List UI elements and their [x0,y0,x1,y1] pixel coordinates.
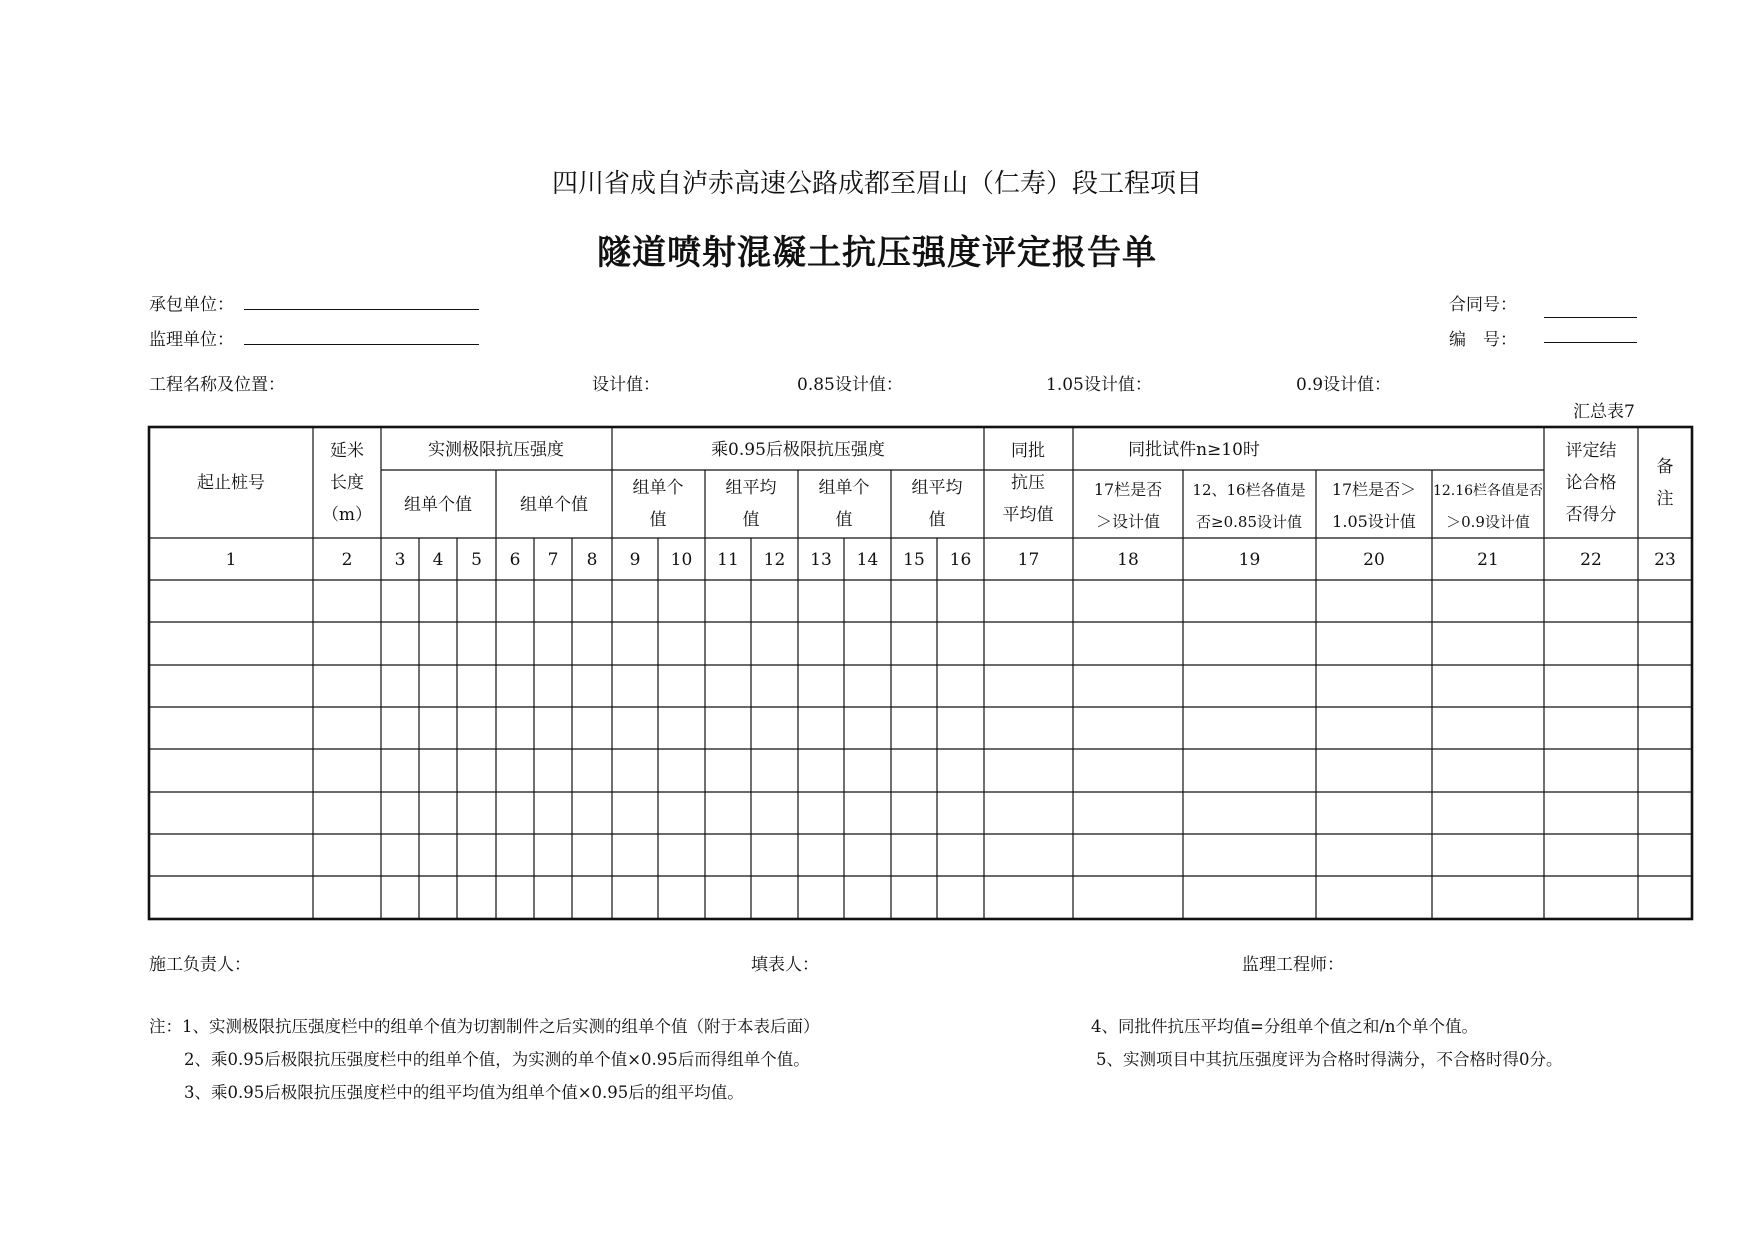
table-cell[interactable] [1317,835,1431,875]
table-cell[interactable] [1433,666,1543,706]
table-cell[interactable] [1433,623,1543,664]
column-number-3: 3 [394,550,406,570]
column-number-5: 5 [471,550,482,570]
note-3: 3、乘0.95后极限抗压强度栏中的组平均值为组单个值×0.95后的组平均值。 [184,1083,744,1102]
header-c18-a: 17栏是否 [1093,480,1163,499]
table-cell[interactable] [150,666,312,706]
table-cell[interactable] [1433,835,1543,875]
table-cell[interactable] [420,750,456,791]
table-cell[interactable] [497,793,533,833]
project-name: 四川省成自泸赤高速公路成都至眉山（仁寿）段工程项目 [551,169,1202,199]
table-cell[interactable] [382,708,418,748]
table-cell[interactable] [1639,750,1691,791]
table-cell[interactable] [1433,581,1543,621]
column-number-22: 22 [1580,550,1602,570]
table-cell[interactable] [573,666,611,706]
table-cell[interactable] [752,793,797,833]
table-cell[interactable] [613,581,657,621]
table-cell[interactable] [150,793,312,833]
table-cell[interactable] [752,877,797,918]
header-c19-b: 否≥0.85设计值 [1196,513,1302,531]
table-cell[interactable] [659,750,704,791]
table-cell[interactable] [420,835,456,875]
table-cell[interactable] [314,666,380,706]
table-cell[interactable] [314,835,380,875]
table-cell[interactable] [892,877,936,918]
header-sub4-b: 值 [928,510,946,530]
header-remark-1: 备 [1656,457,1674,477]
table-cell[interactable] [1184,750,1315,791]
table-cell[interactable] [659,793,704,833]
table-cell[interactable] [1317,750,1431,791]
table-cell[interactable] [1545,835,1637,875]
table-cell[interactable] [1639,581,1691,621]
table-cell[interactable] [985,581,1072,621]
table-cell[interactable] [535,835,571,875]
header-measured: 实测极限抗压强度 [428,440,564,460]
header-c20-b: 1.05设计值 [1332,512,1416,531]
column-number-6: 6 [509,550,521,570]
column-number-4: 4 [432,550,444,570]
header-c19-a: 12、16栏各值是 [1192,481,1306,499]
table-cell[interactable] [382,623,418,664]
column-number-11: 11 [717,550,739,570]
table-cell[interactable] [659,835,704,875]
table-cell[interactable] [613,708,657,748]
table-cell[interactable] [420,581,456,621]
table-cell[interactable] [845,666,890,706]
table-cell[interactable] [892,793,936,833]
table-cell[interactable] [497,708,533,748]
column-number-23: 23 [1654,550,1676,570]
table-cell[interactable] [458,666,495,706]
table-cell[interactable] [799,877,843,918]
note-5: 5、实测项目中其抗压强度评为合格时得满分，不合格时得0分。 [1096,1050,1563,1069]
table-cell[interactable] [752,708,797,748]
table-cell[interactable] [985,835,1072,875]
construction-signature: 施工负责人： [149,955,251,975]
table-cell[interactable] [938,750,983,791]
table-cell[interactable] [1433,750,1543,791]
table-cell[interactable] [752,835,797,875]
column-number-18: 18 [1117,550,1139,570]
table-cell[interactable] [659,623,704,664]
table-cell[interactable] [1317,877,1431,918]
column-number-16: 16 [949,550,972,570]
table-cell[interactable] [1317,623,1431,664]
header-batch-avg-2: 抗压 [1011,473,1045,493]
header-c21-b: ＞0.9设计值 [1446,513,1530,531]
column-number-2: 2 [341,550,353,570]
table-cell[interactable] [573,793,611,833]
table-cell[interactable] [535,623,571,664]
table-cell[interactable] [845,793,890,833]
table-cell[interactable] [799,750,843,791]
table-cell[interactable] [892,623,936,664]
table-cell[interactable] [420,793,456,833]
table-cell[interactable] [1433,877,1543,918]
table-cell[interactable] [1184,835,1315,875]
table-cell[interactable] [1545,793,1637,833]
contract-no-label: 合同号： [1449,295,1517,315]
table-cell[interactable] [1545,666,1637,706]
header-times095: 乘0.95后极限抗压强度 [711,440,885,460]
table-cell[interactable] [1317,581,1431,621]
table-cell[interactable] [799,835,843,875]
table-cell[interactable] [1545,708,1637,748]
header-eval-3: 否得分 [1565,505,1617,525]
table-cell[interactable] [706,750,750,791]
filler-signature: 填表人： [751,955,819,975]
design-09-label: 0.9设计值： [1296,375,1392,395]
table-cell[interactable] [382,877,418,918]
table-cell[interactable] [314,708,380,748]
table-cell[interactable] [1074,793,1182,833]
column-number-12: 12 [763,550,786,570]
header-sub3-b: 值 [835,510,853,530]
table-cell[interactable] [458,793,495,833]
table-cell[interactable] [458,623,495,664]
table-cell[interactable] [1639,623,1691,664]
column-number-13: 13 [810,550,832,570]
table-cell[interactable] [420,708,456,748]
table-cell[interactable] [382,835,418,875]
table-cell[interactable] [752,666,797,706]
table-cell[interactable] [573,581,611,621]
design-105-label: 1.05设计值： [1046,375,1152,395]
table-cell[interactable] [799,623,843,664]
table-cell[interactable] [382,666,418,706]
table-cell[interactable] [573,623,611,664]
table-cell[interactable] [892,835,936,875]
table-cell[interactable] [985,877,1072,918]
table-cell[interactable] [1074,666,1182,706]
table-cell[interactable] [1074,877,1182,918]
serial-no-label: 编 号： [1449,330,1517,350]
table-cell[interactable] [613,793,657,833]
table-cell[interactable] [938,793,983,833]
header-sub2-b: 值 [742,510,760,530]
table-cell[interactable] [613,877,657,918]
table-cell[interactable] [613,666,657,706]
note-4: 4、同批件抗压平均值=分组单个值之和/n个单个值。 [1091,1017,1479,1036]
table-cell[interactable] [1184,666,1315,706]
header-c20-a: 17栏是否＞ [1331,480,1417,499]
header-sub2-a: 组平均 [725,478,777,498]
table-cell[interactable] [1317,793,1431,833]
column-number-14: 14 [856,550,879,570]
table-cell[interactable] [420,877,456,918]
table-cell[interactable] [458,835,495,875]
table-cell[interactable] [497,581,533,621]
header-c18-b: ＞设计值 [1095,512,1161,531]
table-cell[interactable] [613,835,657,875]
table-cell[interactable] [892,666,936,706]
table-cell[interactable] [706,666,750,706]
table-cell[interactable] [985,793,1072,833]
table-cell[interactable] [659,581,704,621]
header-group-single-a: 组单个值 [404,495,472,515]
table-cell[interactable] [706,793,750,833]
table-cell[interactable] [845,708,890,748]
note-1: 注：1、实测极限抗压强度栏中的组单个值为切割制件之后实测的组单个值（附于本表后面） [149,1017,820,1036]
table-cell[interactable] [845,750,890,791]
table-cell[interactable] [497,877,533,918]
table-cell[interactable] [420,623,456,664]
table-cell[interactable] [1074,708,1182,748]
table-cell[interactable] [938,877,983,918]
project-location-label: 工程名称及位置： [149,375,285,395]
table-cell[interactable] [799,708,843,748]
table-cell[interactable] [706,581,750,621]
design-value-label: 设计值： [592,375,660,395]
table-cell[interactable] [1184,623,1315,664]
column-number-1: 1 [225,550,237,570]
column-number-9: 9 [629,550,641,570]
header-sub3-a: 组单个 [818,478,870,498]
header-sub1-b: 值 [649,510,667,530]
table-cell[interactable] [1317,666,1431,706]
table-cell[interactable] [1184,793,1315,833]
table-cell[interactable] [150,750,312,791]
header-eval-2: 论合格 [1565,473,1617,493]
table-cell[interactable] [458,877,495,918]
table-cell[interactable] [535,877,571,918]
design-085-label: 0.85设计值： [797,375,903,395]
header-length-1: 延米 [330,441,364,461]
header-c21-a: 12.16栏各值是否 [1432,483,1544,499]
table-cell[interactable] [314,877,380,918]
column-numbers [226,550,1676,570]
table-cell[interactable] [799,793,843,833]
table-cell[interactable] [1545,877,1637,918]
table-cell[interactable] [938,623,983,664]
table-cell[interactable] [985,708,1072,748]
summary-label: 汇总表7 [1573,402,1635,422]
header-sub4-a: 组平均 [911,478,963,498]
table-cell[interactable] [892,750,936,791]
table-cell[interactable] [985,750,1072,791]
table-cell[interactable] [706,877,750,918]
table-cell[interactable] [1433,708,1543,748]
table-cell[interactable] [1074,835,1182,875]
table-cell[interactable] [535,750,571,791]
table-cell[interactable] [1639,793,1691,833]
table-cell[interactable] [420,666,456,706]
table-cell[interactable] [150,835,312,875]
column-number-8: 8 [586,550,598,570]
table-cell[interactable] [535,708,571,748]
table-cell[interactable] [799,581,843,621]
header-sub1-a: 组单个 [632,478,684,498]
table-cell[interactable] [985,623,1072,664]
table-cell[interactable] [535,666,571,706]
table-cell[interactable] [706,708,750,748]
table-cell[interactable] [458,708,495,748]
table-cell[interactable] [497,835,533,875]
table-cell[interactable] [314,793,380,833]
table-cell[interactable] [1184,877,1315,918]
table-cell[interactable] [845,581,890,621]
table-cell[interactable] [892,708,936,748]
header-group-single-b: 组单个值 [520,495,588,515]
table-cell[interactable] [382,750,418,791]
table-cell[interactable] [659,877,704,918]
table-cell[interactable] [1317,708,1431,748]
table-cell[interactable] [706,623,750,664]
header-remark-2: 注 [1656,489,1674,509]
table-cell[interactable] [1184,581,1315,621]
table-cell[interactable] [752,581,797,621]
table-cell[interactable] [314,581,380,621]
table-cell[interactable] [892,581,936,621]
column-number-17: 17 [1017,550,1040,570]
header-length-3: （m） [321,505,373,525]
table-cell[interactable] [845,877,890,918]
table-cell[interactable] [1184,708,1315,748]
table-cell[interactable] [1074,581,1182,621]
table-cell[interactable] [1639,708,1691,748]
table-cell[interactable] [1433,793,1543,833]
column-number-10: 10 [670,550,693,570]
table-cell[interactable] [938,666,983,706]
column-number-21: 21 [1477,550,1499,570]
header-n10: 同批试件n≥10时 [1128,440,1260,460]
table-cell[interactable] [659,708,704,748]
table-cell[interactable] [382,581,418,621]
table-header [197,440,1674,531]
table-cell[interactable] [497,666,533,706]
column-number-19: 19 [1238,550,1261,570]
table-cell[interactable] [314,623,380,664]
table-cell[interactable] [1639,835,1691,875]
table-cell[interactable] [150,877,312,918]
table-cell[interactable] [535,793,571,833]
table-cell[interactable] [573,877,611,918]
table-cell[interactable] [985,666,1072,706]
supervisor-label: 监理单位： [149,330,234,350]
table-cell[interactable] [1639,877,1691,918]
header-stake: 起止桩号 [197,473,265,493]
table-cell[interactable] [845,835,890,875]
table-cell[interactable] [938,581,983,621]
engineer-signature: 监理工程师： [1242,955,1344,975]
table-cell[interactable] [458,581,495,621]
table-cell[interactable] [613,623,657,664]
table-cell[interactable] [706,835,750,875]
header-batch-avg-3: 平均值 [1002,505,1054,525]
table-cell[interactable] [799,666,843,706]
table-cell[interactable] [497,750,533,791]
table-cell[interactable] [938,835,983,875]
table-cell[interactable] [752,750,797,791]
table-cell[interactable] [150,581,312,621]
note-2: 2、乘0.95后极限抗压强度栏中的组单个值，为实测的单个值×0.95后而得组单个值。 [184,1050,810,1069]
table-cell[interactable] [613,750,657,791]
table-cell[interactable] [938,708,983,748]
table-cell[interactable] [314,750,380,791]
contractor-label: 承包单位： [149,295,234,315]
table-cell[interactable] [1545,750,1637,791]
column-number-7: 7 [547,550,559,570]
column-number-15: 15 [903,550,925,570]
table-cell[interactable] [659,666,704,706]
table-cell[interactable] [150,623,312,664]
table-cell[interactable] [573,708,611,748]
table-cell[interactable] [1545,581,1637,621]
table-cell[interactable] [845,623,890,664]
table-cell[interactable] [1074,623,1182,664]
table-cell[interactable] [1545,623,1637,664]
table-cell[interactable] [752,623,797,664]
table-cell[interactable] [535,581,571,621]
table-cell[interactable] [573,750,611,791]
table-cell[interactable] [150,708,312,748]
column-number-20: 20 [1363,550,1385,570]
table-cell[interactable] [458,750,495,791]
header-batch-avg-1: 同批 [1011,441,1045,461]
table-cell[interactable] [1074,750,1182,791]
report-title: 隧道喷射混凝土抗压强度评定报告单 [597,233,1157,273]
table-cell[interactable] [497,623,533,664]
table-cell[interactable] [382,793,418,833]
table-cell[interactable] [573,835,611,875]
header-eval-1: 评定结 [1565,441,1617,461]
header-length-2: 长度 [330,473,364,493]
table-cell[interactable] [1639,666,1691,706]
